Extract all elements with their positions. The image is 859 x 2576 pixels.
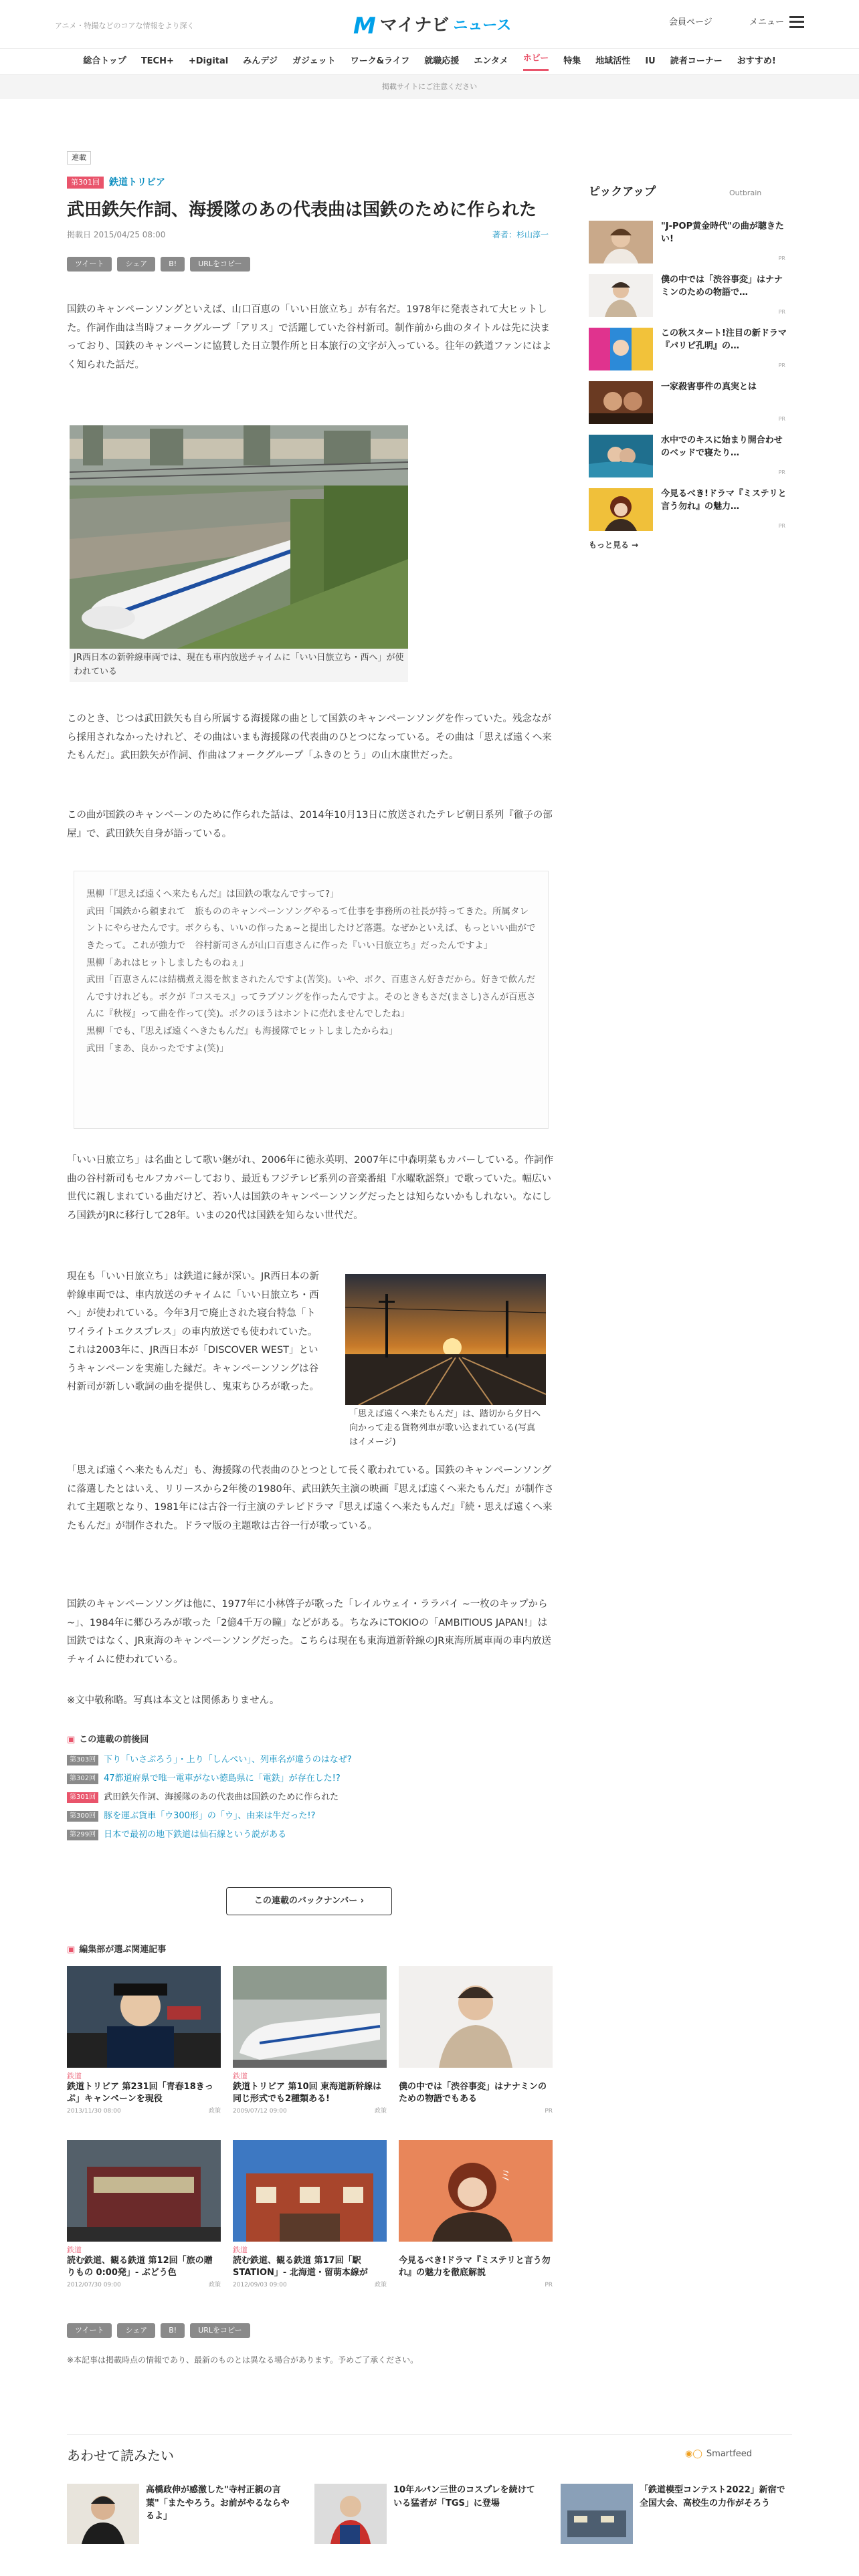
facebook-share-button[interactable]: シェア (117, 2323, 155, 2338)
series-name-link[interactable]: 鉄道トリビア (109, 177, 165, 188)
hatena-bookmark-button[interactable]: B! (161, 2323, 185, 2338)
quote-line: 武田「まあ、良かったですよ(笑)」 (86, 1043, 229, 1054)
pr-label: PR (778, 255, 785, 262)
pr-label: PR (778, 469, 785, 476)
pickup-image (589, 221, 653, 263)
share-buttons-bottom (67, 2323, 250, 2338)
photo-caption-2: 「思えば遠くへ来たもんだ」は、踏切から夕日へ向かって走る貨物列車が歌い込まれている(写真はイメージ) (345, 1405, 546, 1452)
card-title: 僕の中では「渋谷事変」はナナミンのための物語でもある (399, 2082, 547, 2105)
recommend-heading: あわせて読みたい (67, 2448, 174, 2464)
card-image (233, 1966, 387, 2068)
pickup-item[interactable] (589, 435, 789, 477)
share-buttons-top (67, 257, 250, 272)
author-link[interactable]: 著者：杉山淳一 (492, 230, 549, 239)
paragraph-2: このとき、じつは武田鉄矢も自ら所属する海援隊の曲として国鉄のキャンペーンソングを作っていた。残念ながら採用されなかったけれど、その曲はいまも海援隊の代表曲のひとつになっている。その曲は「思えば遠くへ来たもんだ」。武田鉄矢が作詞、作曲はフォークグループ「ふきのとう」の山木康世だった。 (67, 714, 552, 762)
episode-title[interactable]: 下り「いさぶろう」・上り「しんぺい」、列車名が違うのはなぜ? (104, 1755, 352, 1765)
quote-line: 黒柳「『思えば遠くへ来たもんだ』は国鉄の歌なんですって?」 (86, 889, 339, 899)
episode-number: 第300回 (67, 1811, 98, 1822)
recommend-image (561, 2484, 633, 2544)
pickup-image (589, 435, 653, 477)
card-pr: 政策 (374, 2108, 387, 2115)
pickup-image (589, 274, 653, 317)
editor-picks-heading (67, 1943, 166, 1957)
card-title: 鉄道トリビア 第10回 東海道新幹線は同じ形式でも2種類ある! (233, 2082, 382, 2105)
card-title: 読む鉄道、観る鉄道 第12回「旅の贈りもの 0:00発」- ぶどう色 (67, 2256, 213, 2278)
publish-date: 掲載日 2015/04/25 08:00 (67, 230, 166, 239)
pickup-title: 一家殺害事件の真実とは (661, 382, 757, 392)
pickup-title: 僕の中では「渋谷事変」はナナミンのための物語で… (661, 275, 783, 298)
recommend-item[interactable] (561, 2484, 788, 2544)
card-image (233, 2140, 387, 2242)
copy-url-button[interactable]: URLをコピー (190, 257, 250, 272)
card-pr: PR (545, 2282, 553, 2288)
card-date: 2012/07/30 09:00 (67, 2282, 121, 2288)
episode-title: 武田鉄矢作詞、海援隊のあの代表曲は国鉄のために作られた (104, 1792, 339, 1802)
backnumber-label: この連載のバックナンバー (254, 1896, 358, 1906)
card-image (67, 1966, 221, 2068)
backnumber-button[interactable]: この連載のバックナンバー › (226, 1887, 392, 1915)
card-image (399, 1966, 553, 2068)
paragraph-5: 現在も「いい日旅立ち」は鉄道に縁が深い。JR西日本の新幹線車両では、車内放送のチャイムに「いい日旅立ち・西へ」が使われている。今年3月で廃止された寝台特急「トワイライトエクスプレス」の車内放送でも使われていた。これは2003年に、JR西日本が「DISCOVER WEST」というキャンペーンを実施した縁だ。キャンペーンソングは谷村新司が新しい歌詞の曲を提供し、鬼束ちひろが歌った。 (67, 1271, 319, 1393)
nav-item[interactable]: みんデジ (243, 56, 278, 66)
series-number: 第301回 (67, 177, 104, 189)
paragraph-7: 国鉄のキャンペーンソングは他に、1977年に小林啓子が歌った「レイルウェイ・ララバイ ~一枚のキップから~」、1984年に郷ひろみが歌った「2億4千万の瞳」などがある。ちなみにTOKIOの「AMBITIOUS JAPAN!」は国鉄ではなく、JR東海のキャンペーンソングだった。こちらは現在も東海道新幹線のJR東海所属車両の車内放送チャイムに使われている。 (67, 1599, 551, 1665)
tweet-button[interactable]: ツイート (67, 2323, 112, 2338)
nav-item[interactable]: 総合トップ (83, 56, 126, 66)
related-card[interactable] (67, 1966, 221, 2116)
pickup-image (589, 381, 653, 424)
pickup-title: 水中でのキスに始まり開合わせのベッドで寝たり… (661, 435, 783, 458)
nav-item[interactable]: ホビー (523, 52, 549, 71)
recommend-image (314, 2484, 387, 2544)
article-title: 武田鉄矢作詞、海援隊のあの代表曲は国鉄のために作られた (67, 200, 537, 220)
series-nav-item[interactable] (67, 1753, 549, 1767)
card-category (399, 2070, 553, 2081)
episode-number: 第301回 (67, 1792, 98, 1803)
nav-item[interactable]: IU (645, 56, 656, 66)
pickup-heading: ピックアップ (589, 185, 656, 199)
nav-item[interactable]: ガジェット (292, 56, 336, 66)
card-date: 2013/11/30 08:00 (67, 2108, 121, 2115)
card-title: 読む鉄道、観る鉄道 第17回「駅 STATION」- 北海道・留萌本線が (233, 2256, 368, 2278)
global-nav (0, 48, 859, 75)
related-card[interactable] (233, 1966, 387, 2116)
pickup-image (589, 488, 653, 531)
card-pr: 政策 (208, 2108, 221, 2115)
nav-item[interactable]: 地域活性 (595, 56, 631, 66)
pr-label: PR (778, 523, 785, 530)
pickup-image (589, 328, 653, 370)
photo-caption-1: JR西日本の新幹線車両では、現在も車内放送チャイムに「いい日旅立ち・西へ」が使われている (70, 649, 408, 682)
related-card[interactable] (399, 2140, 553, 2290)
series-line (67, 175, 165, 190)
series-nav-title: この連載の前後回 (79, 1735, 149, 1745)
notice-bar: 掲載サイトにご注意ください (0, 75, 859, 99)
quote-line: 黒柳「あれはヒットしましたものねぇ」 (86, 957, 249, 968)
nav-item[interactable]: エンタメ (474, 56, 508, 66)
episode-number: 第303回 (67, 1755, 98, 1765)
related-card[interactable] (67, 2140, 221, 2290)
pr-label: PR (778, 416, 785, 423)
card-pr: 政策 (374, 2282, 387, 2288)
related-card[interactable] (399, 1966, 553, 2116)
interview-quote (74, 871, 549, 1129)
outbrain-label[interactable]: Outbrain (729, 189, 762, 197)
member-page-link[interactable]: 会員ページ (669, 17, 712, 27)
hatena-bookmark-button[interactable]: B! (161, 257, 185, 272)
pickup-item[interactable] (589, 274, 789, 317)
episode-title[interactable]: 日本で最初の地下鉄道は仙石線という説がある (104, 1830, 287, 1840)
smartfeed-label[interactable] (685, 2448, 752, 2462)
poster-lettering: ミ (499, 2167, 512, 2183)
pickup-item[interactable] (589, 381, 789, 424)
pickup-item[interactable] (589, 488, 789, 531)
series-nav-heading (67, 1733, 149, 1747)
article-footnote: ※本記事は掲載時点の情報であり、最新のものとは異なる場合があります。予めご了承ください。 (67, 2355, 419, 2365)
nav-item[interactable]: 特集 (563, 56, 581, 66)
related-card[interactable] (233, 2140, 387, 2290)
pickup-item[interactable] (589, 221, 789, 263)
pickup-title: "J-POP黄金時代"の曲が聴きたい! (661, 221, 784, 244)
series-nav-item[interactable] (67, 1772, 549, 1786)
nav-item[interactable]: ワーク&ライフ (350, 56, 410, 66)
series-nav-item[interactable] (67, 1828, 549, 1842)
card-pr: 政策 (208, 2282, 221, 2288)
quote-line: 武田「百恵さんには結構煮え湯を飲まされたんですよ(苦笑)。いや、ボク、百恵さん好きだから。好きで飲んだんですけれども。ボクが『コスモス』ってラブソングを作ったんですよ。そのときもさだ(まさし)さんが百恵さんに『秋桜』って曲を作って(笑)。ボクのほうはホントに売れませんでしたね」 (86, 974, 536, 1020)
editor-picks-title: 編集部が選ぶ関連記事 (79, 1945, 167, 1955)
site-header (0, 0, 859, 48)
recommend-image (67, 2484, 139, 2544)
paragraph-6: 「思えば遠くへ来たもんだ」も、海援隊の代表曲のひとつとして長く歌われている。国鉄のキャンペーンソングに落選したとはいえ、リリースから2年後の1980年、武田鉄矢主演の映画『思えば遠くへ来たもんだ』が制作されて主題歌となり、1981年には古谷一行主演のテレビドラマ『思えば遠くへ来たもんだ』『続・思えば遠くへ来たもんだ』が制作された。ドラマ版の主題歌は古谷一行が歌っている。 (67, 1465, 554, 1531)
card-title: 今見るべき!ドラマ『ミステリと言う勿れ』の魅力を徹底解説 (399, 2256, 551, 2278)
quote-line: 武田「国鉄から頼まれて 旅もののキャンペーンソングやるって仕事を事務所の社長が持ってきた。所属タレントにやらせたんです。ボクらも、いいの作ったぁ~と提出したけど落選。なぜかといえば、もっといい曲ができたって。これが強力で 谷村新司さんが山口百恵さんに作った『いい日旅立ち』だったんですよ」 (86, 905, 536, 951)
list-icon: ▣ (67, 1735, 76, 1745)
paragraph-3: この曲が国鉄のキャンペーンのために作られた話は、2014年10月13日に放送されたテレビ朝日系列『徹子の部屋』で、武田鉄矢自身が語っている。 (67, 810, 553, 839)
nav-item[interactable]: 就職応援 (424, 56, 460, 66)
logo-mark: M (353, 12, 376, 39)
recommend-title: 10年ルパン三世のコスプレを続けている猛者が「TGS」に登場 (393, 2485, 535, 2508)
pr-label: PR (778, 362, 785, 369)
smartfeed-text: Smartfeed (706, 2449, 753, 2459)
divider (67, 2434, 792, 2435)
card-category: 鉄道 (67, 2072, 82, 2080)
site-logo[interactable] (353, 12, 511, 40)
card-pr: PR (545, 2108, 553, 2115)
paragraph-4: 「いい日旅立ち」は名曲として歌い継がれ、2006年に徳永英明、2007年に中森明菜もカバーしている。作詞作曲の谷村新司もセルフカバーしており、最近もフジテレビ系列の音楽番組『水曜歌謡祭』で歌っていた。幅広い世代に親しまれている曲だけど、若い人は国鉄のキャンペーンソングだったとは知らないかもしれない。なにしろ国鉄がJRに移行して28年。いまの20代は国鉄を知らない世代だ。 (67, 1155, 554, 1221)
card-date: 2009/07/12 09:00 (233, 2108, 287, 2115)
series-nav-item (67, 1791, 549, 1805)
paragraph-8: ※文中敬称略。写真は本文とは関係ありません。 (67, 1695, 280, 1706)
recommend-title: 「鉄道模型コンテスト2022」新宿で全国大会、高校生の力作がそろう (640, 2485, 785, 2508)
card-image (399, 2140, 553, 2242)
tweet-button[interactable]: ツイート (67, 257, 112, 272)
card-image (67, 2140, 221, 2242)
list-icon: ▣ (67, 1945, 76, 1955)
pickup-item[interactable] (589, 328, 789, 370)
pickup-title: 今見るべき!ドラマ『ミステリと言う勿れ』の魅力… (661, 489, 787, 512)
nav-item[interactable]: +Digital (188, 56, 229, 66)
recommend-title: 高橋政伸が感激した"寺村正親の言葉"「またやろう。お前がやるならやるよ」 (146, 2485, 290, 2521)
nav-item[interactable]: 読者コーナー (670, 56, 723, 66)
logo-main: マイナビ (379, 15, 450, 35)
episode-number: 第299回 (67, 1830, 98, 1840)
shinkansen-photo (70, 425, 408, 649)
nav-item[interactable]: TECH+ (140, 56, 174, 66)
hamburger-icon[interactable] (789, 16, 804, 28)
pr-label: PR (778, 309, 785, 316)
episode-title[interactable]: 豚を運ぶ貨車「ウ300形」の「ウ」、由来は牛だった!? (104, 1811, 316, 1821)
recommend-item[interactable] (314, 2484, 542, 2544)
facebook-share-button[interactable]: シェア (117, 257, 155, 272)
card-category: 鉄道 (233, 2246, 248, 2254)
quote-line: 黒柳「でも、『思えば遠くへきたもんだ』も海援隊でヒットしましたからね」 (86, 1026, 398, 1037)
episode-number: 第302回 (67, 1774, 98, 1784)
menu-label[interactable]: メニュー (749, 17, 785, 27)
more-link[interactable]: もっと見る → (589, 540, 639, 550)
series-badge: 連載 (67, 151, 91, 165)
sunset-railway-photo (345, 1274, 546, 1405)
tagline: アニメ・特撮などのコアな情報をより深く (55, 21, 195, 30)
smartfeed-icon: ◉◯ (685, 2449, 702, 2459)
nav-item[interactable]: おすすめ! (737, 56, 776, 66)
card-date: 2012/09/03 09:00 (233, 2282, 287, 2288)
card-category: 鉄道 (67, 2246, 82, 2254)
logo-news: ニュース (453, 17, 512, 35)
episode-title[interactable]: 47都道府県で唯一電車がない徳島県に「電鉄」が存在した!? (104, 1774, 341, 1784)
pickup-title: この秋スタート!注目の新ドラマ『パリピ孔明』の… (661, 328, 787, 351)
paragraph-1: 国鉄のキャンペーンソングといえば、山口百恵の「いい日旅立ち」が有名だ。1978年に発表されて大ヒットした。作詞作曲は当時フォークグループ「アリス」で活躍していた谷村新司。制作前から曲のタイトルは先に決まっており、国鉄のキャンペーンに協賛した日立製作所と日本旅行の文字が入っている。往年の鉄道ファンにはよく知られた話だ。 (67, 304, 552, 370)
series-nav-item[interactable] (67, 1810, 549, 1824)
card-category: 鉄道 (233, 2072, 248, 2080)
copy-url-button[interactable]: URLをコピー (190, 2323, 250, 2338)
card-title: 鉄道トリビア 第231回「青春18きっぷ」キャンペーンを現役 (67, 2082, 213, 2105)
recommend-item[interactable] (67, 2484, 294, 2544)
card-category (399, 2244, 553, 2255)
